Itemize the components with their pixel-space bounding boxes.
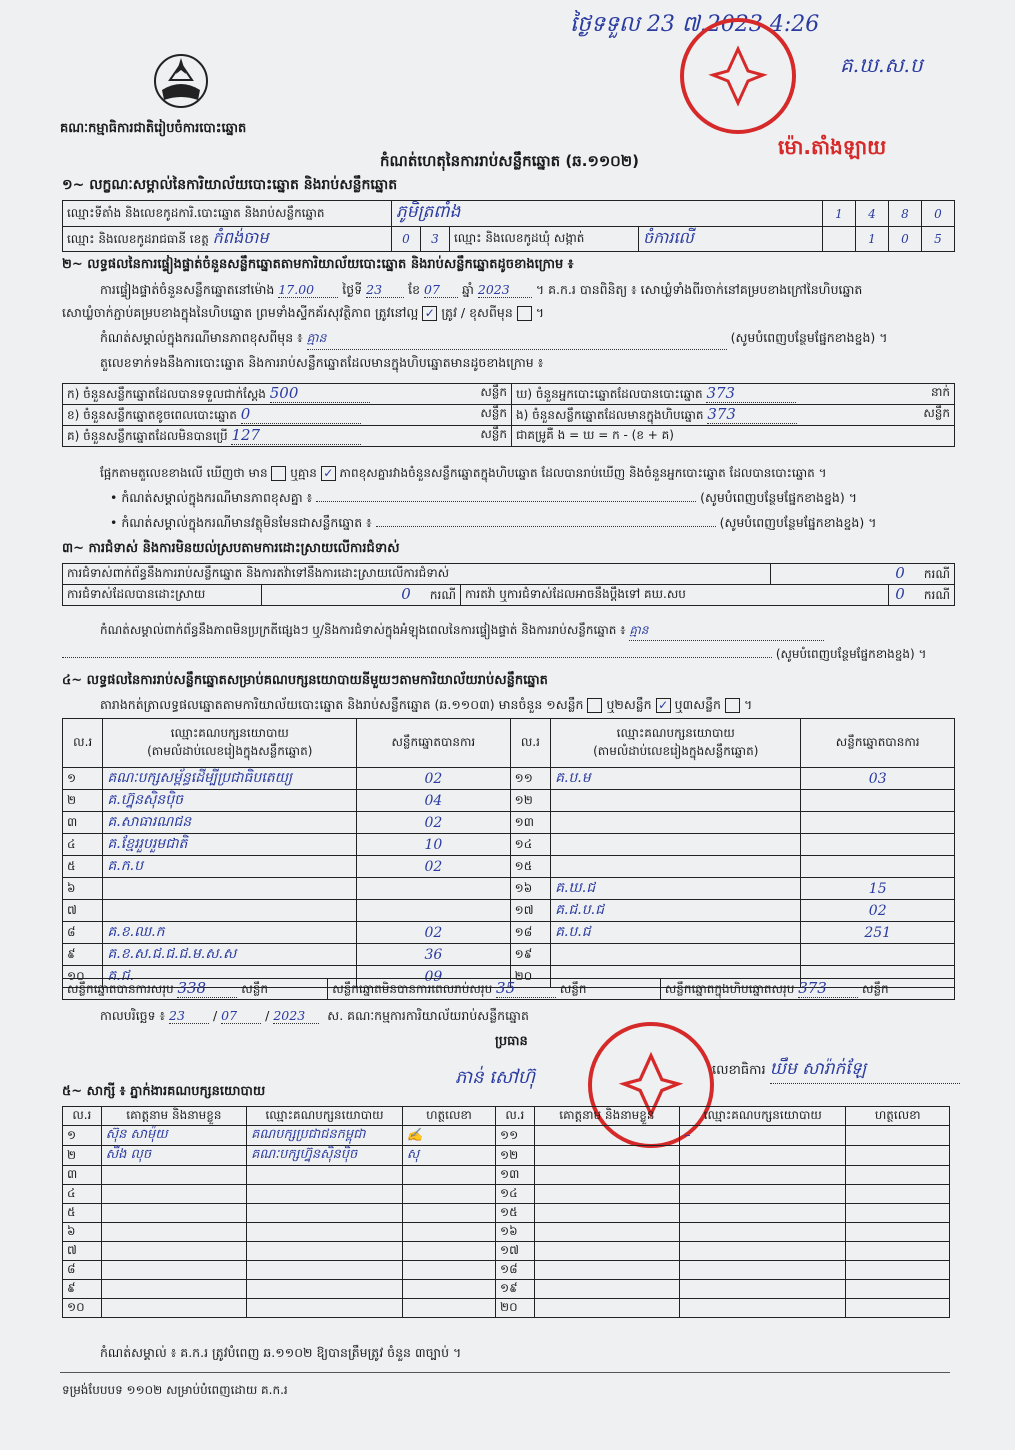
code-digit: 8 (889, 201, 922, 227)
witness-name (534, 1185, 679, 1204)
party-name: គ.ហ្វ៊ុនស៊ិនប៉ិច (103, 790, 357, 812)
row-no: ១៤ (496, 1185, 535, 1204)
object-note: • កំណត់សម្គាល់ក្នុងករណីមានវត្ថុមិនមែនជាសន្លឹកឆ្នោត ៖ (សូមបំពេញបន្ថែមផ្នែកខាងខ្នង) ។ (110, 515, 877, 530)
row-no: ១ (63, 768, 103, 790)
table-row (63, 856, 955, 878)
chair-label: ប្រធាន (495, 1034, 528, 1049)
resolved-value: 0 ករណី (262, 585, 461, 606)
total-box: សន្លឹកឆ្នោតក្នុងហិបឆ្នោតសរុប 373 សន្លឹក (660, 979, 954, 1000)
vote-count: 251 (801, 922, 955, 944)
row-no: ១៦ (510, 878, 550, 900)
appeal-value: 0 ករណី (889, 585, 955, 606)
witness-party (247, 1280, 403, 1299)
diff-note: • កំណត់សម្គាល់ក្នុងករណីមានភាពខុសគ្នា ៖ (សូមបំពេញបន្ថែមផ្នែកខាងខ្នង) ។ (110, 490, 857, 505)
vote-count (801, 790, 955, 812)
change-note-value: គ្មាន (307, 330, 727, 350)
totals-table (62, 978, 955, 1000)
table-row (63, 768, 955, 790)
figure-gh-value: 373 (706, 384, 796, 403)
province-digit: 3 (421, 227, 450, 252)
row-no: ១២ (510, 790, 550, 812)
col-party: ឈ្មោះគណបក្សនយោបាយ (តាមលំដាប់លេខរៀងក្នុងសន្លឹកឆ្នោត) (551, 719, 801, 768)
figure-ng: ង) ចំនួនសន្លឹកឆ្នោតដែលមានក្នុងហិបឆ្នោត 373 សន្លឹក (512, 405, 955, 426)
witness-party (680, 1242, 846, 1261)
witness-signature (846, 1299, 950, 1318)
row-no: ១៣ (496, 1166, 535, 1185)
party-name: គណៈបក្សសម្ព័ន្ធដើម្បីប្រជាធិបតេយ្យ (103, 768, 357, 790)
form-code: ទម្រង់បែបបទ ១១០២ សម្រាប់បំពេញដោយ គ.ក.រ (62, 1383, 288, 1397)
witness-signature (402, 1299, 495, 1318)
committee-name: គណៈកម្មាធិការជាតិរៀបចំការបោះឆ្នោត (60, 121, 247, 136)
change-note-line: កំណត់សម្គាល់ក្នុងករណីមានភាពខុសពីមុន ៖ គ្មាន (សូមបំពេញបន្ថែមផ្នែកខាងខ្នង) ។ (100, 330, 887, 350)
witness-name (101, 1204, 246, 1223)
party-name: គ.ខ.ស.ជ.ជ.ជ.ម.ស.ស (103, 944, 357, 966)
witness-party (680, 1166, 846, 1185)
result-sheets-line: តារាងកត់ត្រាលទ្ធផលឆ្នោតតាមការិយាល័យបោះឆ្នោត និងរាប់សន្លឹកឆ្នោត (ឆ.១១០៣) មានចំនួន ១សន្លឹក ឬ២សន្លឹក ✓ ឬ៣សន្លឹក ។ (100, 697, 753, 712)
row-no: ១៦ (496, 1223, 535, 1242)
witness-signature (846, 1126, 950, 1146)
table-row (63, 1166, 950, 1185)
code-digit: 0 (922, 201, 955, 227)
diff-no-checkbox[interactable]: ✓ (321, 466, 336, 481)
party-name: គ.ក.ប (103, 856, 357, 878)
province-digit: 0 (392, 227, 421, 252)
table-row (63, 1223, 950, 1242)
table-row (63, 834, 955, 856)
time-value: 17.00 (278, 282, 338, 298)
witness-signature (846, 1146, 950, 1166)
vote-count: 36 (357, 944, 511, 966)
witness-name (534, 1146, 679, 1166)
row-no: ១៧ (510, 900, 550, 922)
section5-title: ៥~ សាក្សី ៖ ភ្នាក់ងារគណបក្សនយោបាយ (62, 1084, 266, 1099)
witness-party (680, 1146, 846, 1166)
figure-g: គ) ចំនួនសន្លឹកឆ្នោតដែលមិនបានប្រើ 127 សន្លឹក (63, 426, 512, 447)
witness-signature (846, 1223, 950, 1242)
seal-line: សោឃ្លំចាក់ភ្ជាប់គម្របខាងក្នុងនៃហិបឆ្នោត ព្រមទាំងស្ទីកគ័រសុវត្ថិភាព ត្រូវនៅល្អ ✓ ត្រូវ / ខុសពីមុន ។ (62, 305, 544, 320)
commune-value: ចំការលើ (639, 227, 823, 252)
witness-party (247, 1223, 403, 1242)
row-no: ៩ (63, 1280, 102, 1299)
witness-signature (402, 1166, 495, 1185)
witness-name (534, 1223, 679, 1242)
vote-count (801, 834, 955, 856)
party-name: គ.សាធារណជន (103, 812, 357, 834)
table-row (63, 812, 955, 834)
row-no: ១៧ (496, 1242, 535, 1261)
secretary-signature: ឃឹម សារ៉ាក់ឡែ (770, 1058, 960, 1084)
figure-g-value: 127 (231, 426, 361, 445)
witness-name (534, 1166, 679, 1185)
witness-party (247, 1185, 403, 1204)
row-no: ១១ (496, 1126, 535, 1146)
witness-party (247, 1261, 403, 1280)
location-value: ភូមិត្រពាំង (392, 201, 823, 227)
vote-count: 02 (357, 812, 511, 834)
row-no: ១៨ (510, 922, 550, 944)
party-name (551, 834, 801, 856)
table-row (63, 878, 955, 900)
witness-name (101, 1242, 246, 1261)
section1-table (62, 200, 955, 252)
vote-count: 04 (357, 790, 511, 812)
figure-k: ក) ចំនួនសន្លឹកឆ្នោតដែលបានទទួលជាក់ស្តែង 500 សន្លឹក (63, 384, 512, 405)
code-digit: 4 (856, 201, 889, 227)
formula: ជាគម្រូគឺ ង = ឃ = ក - (ខ + គ) (512, 426, 955, 447)
witness-signature (846, 1261, 950, 1280)
vote-count (357, 878, 511, 900)
row-no: ៤ (63, 834, 103, 856)
row-no: ២០ (510, 966, 550, 988)
two-sheet-checkbox[interactable]: ✓ (656, 698, 671, 713)
witness-party (680, 1185, 846, 1204)
witness-party: គណៈបក្សហ្វ៊ុនស៊ិនប៉ិច (247, 1146, 403, 1166)
commune-digit: 5 (922, 227, 955, 252)
code-digit: 1 (823, 201, 856, 227)
row-no: ២ (63, 1146, 102, 1166)
diff-yes-checkbox[interactable] (271, 466, 286, 481)
section4-title: ៤~ លទ្ធផលនៃការរាប់សន្លឹកឆ្នោតសម្រាប់គណបក្សនយោបាយនីមួយៗតាមការិយាល័យរាប់សន្លឹកឆ្នោត (62, 673, 548, 688)
row-no: ៧ (63, 1242, 102, 1261)
section1-title: ១~ លក្ខណៈសម្គាល់នៃការិយាល័យបោះឆ្នោត និងរាប់សន្លឹកឆ្នោត (62, 177, 398, 193)
witness-party (247, 1242, 403, 1261)
province-label: ឈ្មោះ និងលេខកូដរាជធានី ខេត្ត កំពង់ចាម (63, 227, 392, 252)
received-note: ថ្ងៃទទួល 23 ៧.2023 4:26 (570, 12, 820, 37)
row-no: ៦ (63, 878, 103, 900)
vote-count: 03 (801, 768, 955, 790)
witness-party (247, 1204, 403, 1223)
witness-party (247, 1166, 403, 1185)
figure-k-value: 500 (270, 384, 370, 403)
witness-signature (846, 1242, 950, 1261)
witness-signature (402, 1185, 495, 1204)
complaints-table (62, 563, 955, 606)
figures-table (62, 383, 955, 447)
vote-count: 15 (801, 878, 955, 900)
verification-line: ការផ្ទៀងផ្ទាត់ចំនួនសន្លឹកឆ្នោតនៅម៉ោង 17.00 ថ្ងៃទី 23 ខែ 07 ឆ្នាំ 2023 ។ គ.ក.រ បានពិនិត្យ ៖ សោឃ្លំទាំងពីរចាក់នៅគម្របខាងក្រៅនៃហិបឆ្នោត (100, 282, 863, 297)
figure-kh: ខ) ចំនួនសន្លឹកឆ្នោតខូចពេលបោះឆ្នោត 0 សន្លឹក (63, 405, 512, 426)
witness-name (101, 1185, 246, 1204)
row-no: ៣ (63, 1166, 102, 1185)
table-row (63, 1242, 950, 1261)
row-no: ៤ (63, 1185, 102, 1204)
row-no: ៨ (63, 1261, 102, 1280)
witness-name (101, 1166, 246, 1185)
party-name (551, 790, 801, 812)
row-no: ៩ (63, 944, 103, 966)
appeal-label: ការតវ៉ា ឬការជំទាស់ដែលអាចនឹងប្តឹងទៅ គឃ.សប (461, 585, 889, 606)
vote-count (801, 944, 955, 966)
footnote: កំណត់សម្គាល់ ៖ គ.ក.រ ត្រូវបំពេញ ឆ.១១០២ ឱ្យបានត្រឹមត្រូវ ចំនួន ៣ច្បាប់ ។ (100, 1345, 462, 1360)
vote-count: 09 (357, 966, 511, 988)
table-row (63, 1204, 950, 1223)
witness-name (101, 1280, 246, 1299)
witness-party (247, 1299, 403, 1318)
total-valid: សន្លឹកឆ្នោតបានការសរុប 338 សន្លឹក (63, 979, 328, 1000)
figure-kh-value: 0 (241, 405, 361, 424)
row-no: ៦ (63, 1223, 102, 1242)
witness-name (534, 1126, 679, 1146)
vote-count (801, 856, 955, 878)
witness-signature (402, 1242, 495, 1261)
table-row (63, 1280, 950, 1299)
secretary-line: លេខាធិការ ឃឹម សារ៉ាក់ឡែ (712, 1058, 960, 1084)
complaints-label: ការជំទាស់ពាក់ព័ន្ធនឹងការរាប់សន្លឹកឆ្នោត និងការតវ៉ាទៅនឹងការដោះស្រាយលើការជំទាស់ (63, 564, 771, 585)
row-no: ១២ (496, 1146, 535, 1166)
diff-check-line: ផ្អែកតាមតួលេខខាងលើ ឃើញថា មាន ឬគ្មាន ✓ ភាពខុសគ្នារវាងចំនួនសន្លឹកឆ្នោតក្នុងហិបឆ្នោត ដែលបានរាប់ឃើញ និងចំនួនអ្នកបោះឆ្នោត ដែលបានបោះឆ្នោត ។ (100, 466, 827, 480)
figures-intro: តួលេខទាក់ទងនឹងការបោះឆ្នោត និងការរាប់សន្លឹកឆ្នោតដែលមានក្នុងហិបឆ្នោតមានដូចខាងក្រោម ៖ (100, 355, 544, 370)
row-no: ១១ (510, 768, 550, 790)
row-no: ៥ (63, 856, 103, 878)
witness-name (534, 1299, 679, 1318)
witness-party: គណបក្សប្រជាជនកម្ពុជា (247, 1126, 403, 1146)
row-no: ១៩ (510, 944, 550, 966)
vote-count: 10 (357, 834, 511, 856)
witness-signature: សុ (402, 1146, 495, 1166)
party-name (551, 856, 801, 878)
witness-name: សឹង លុច (101, 1146, 246, 1166)
ok-label: ត្រូវ (441, 305, 457, 320)
witness-party (680, 1204, 846, 1223)
witness-signature (846, 1166, 950, 1185)
party-name (103, 878, 357, 900)
party-name: គ.ប.ម (551, 768, 801, 790)
row-no: ១៩ (496, 1280, 535, 1299)
col-party: ឈ្មោះគណបក្សនយោបាយ (តាមលំដាប់លេខរៀងក្នុងសន្លឹកឆ្នោត) (103, 719, 357, 768)
witness-party: – (680, 1126, 846, 1146)
changed-checkbox[interactable] (517, 306, 532, 321)
table-row (63, 1185, 950, 1204)
row-no: ២ (63, 790, 103, 812)
section2-title: ២~ លទ្ធផលនៃការផ្ទៀងផ្ទាត់ចំនួនសន្លឹកឆ្នោតតាមការិយាល័យបោះឆ្នោត និងរាប់សន្លឹកឆ្នោតដូចខាងក្រោម ៖ (62, 257, 574, 272)
witness-signature (402, 1204, 495, 1223)
witness-signature (402, 1223, 495, 1242)
row-no: ១ (63, 1126, 102, 1146)
party-name: គ.ខ្មែររួបរួមជាតិ (103, 834, 357, 856)
vote-count (801, 812, 955, 834)
row-no: ១០ (63, 966, 103, 988)
witness-name (534, 1242, 679, 1261)
table-row (63, 1299, 950, 1318)
vote-count: 02 (357, 768, 511, 790)
party-name: គ.ឃ.ជ (551, 878, 801, 900)
changed-label: ខុសពីមុន (469, 305, 513, 320)
row-no: ៧ (63, 900, 103, 922)
party-name (103, 900, 357, 922)
row-no: ២០ (496, 1299, 535, 1318)
official-stamp-top (680, 18, 796, 134)
witness-party (680, 1261, 846, 1280)
party-name (551, 812, 801, 834)
witness-party (680, 1280, 846, 1299)
witness-signature: ✍ (402, 1126, 495, 1146)
party-name: គ.ជ.ប.ជ (551, 900, 801, 922)
table-row (63, 790, 955, 812)
row-no: ១៤ (510, 834, 550, 856)
vote-count: 02 (357, 856, 511, 878)
province-value: កំពង់ចាម (212, 228, 269, 247)
col-no: ល.រ (63, 719, 103, 768)
witness-party (680, 1223, 846, 1242)
witness-table: ល.រ គោត្តនាម និងនាមខ្លួន ឈ្មោះគណបក្សនយោបាយ ហត្ថលេខា ល.រ គោត្តនាម និងនាមខ្លួន ឈ្មោះគណបក្សនយោបាយ ហត្ថលេខា ១ ស៊ុន សាម៉ុយ គណបក្សប្រជាជនកម្ពុជា ✍ ១១ – ២ សឹង លុច គណៈបក្សហ្វ៊ុនស៊ិនប៉ិច សុ ១២ ៣ ១៣ ៤ ១៤ ៥ ១៥ ៦ ១៦ ៧ ១៧ ៨ ១៨ ៩ ១៩ ១០ ២០ (62, 1106, 950, 1318)
one-sheet-checkbox[interactable] (587, 698, 602, 713)
row-no: ១៥ (510, 856, 550, 878)
witness-signature (846, 1185, 950, 1204)
table-row (63, 900, 955, 922)
date-line: កាលបរិច្ឆេទ ៖ 23 / 07 / 2023 ស. គណៈកម្មការការិយាល័យរាប់សន្លឹកឆ្នោត (100, 1008, 529, 1023)
complaints-value: 0 ករណី (770, 564, 954, 585)
vote-count (357, 900, 511, 922)
irregularity-note-2: (សូមបំពេញបន្ថែមផ្នែកខាងខ្នង) ។ (62, 646, 955, 664)
witness-signature (402, 1261, 495, 1280)
witness-name (534, 1280, 679, 1299)
commune-digit: 0 (889, 227, 922, 252)
total-invalid: សន្លឹកឆ្នោតមិនបានការពេលរាប់សរុប 35 សន្លឹក (328, 979, 661, 1000)
table-row (63, 944, 955, 966)
chair-signature: ភាន់ សៅហ៊ុ (455, 1067, 535, 1088)
col-votes: សន្លឹកឆ្នោតបានការ (801, 719, 955, 768)
location-label: ឈ្មោះទីតាំង និងលេខកូដការិ.បោះឆ្នោត និងរាប់សន្លឹកឆ្នោត (63, 201, 392, 227)
stamp-note: ម៉ោ.តាំងឡាយ (778, 135, 887, 159)
row-no: ៨ (63, 922, 103, 944)
table-row (63, 922, 955, 944)
year-value: 2023 (478, 282, 532, 298)
witness-signature (846, 1204, 950, 1223)
vote-count: 02 (801, 900, 955, 922)
row-no: ១០ (63, 1299, 102, 1318)
table-row (63, 1126, 950, 1146)
party-name: គ.ប.ជ (551, 922, 801, 944)
table-row (63, 1261, 950, 1280)
party-name: គ.ជ. (103, 966, 357, 988)
section3-title: ៣~ ការជំទាស់ និងការមិនយល់ស្របតាមការដោះស្រាយលើការជំទាស់ (62, 541, 400, 556)
vote-count: 02 (357, 922, 511, 944)
witness-name (534, 1204, 679, 1223)
col-no: ល.រ (510, 719, 550, 768)
row-no: ១៣ (510, 812, 550, 834)
month-value: 07 (424, 282, 458, 298)
national-emblem-icon (150, 50, 212, 112)
witness-name (101, 1223, 246, 1242)
commune-label: ឈ្មោះ និងលេខកូដឃុំ សង្កាត់ (450, 227, 639, 252)
figure-gh: ឃ) ចំនួនអ្នកបោះឆ្នោតដែលបានបោះឆ្នោត 373 នាក់ (512, 384, 955, 405)
witness-signature (402, 1280, 495, 1299)
witness-party (680, 1299, 846, 1318)
table-row (63, 1146, 950, 1166)
row-no: ៣ (63, 812, 103, 834)
col-votes: សន្លឹកឆ្នោតបានការ (357, 719, 511, 768)
row-no: ៥ (63, 1204, 102, 1223)
row-no: ១៨ (496, 1261, 535, 1280)
witness-name: ស៊ុន សាម៉ុយ (101, 1126, 246, 1146)
ok-checkbox[interactable]: ✓ (422, 306, 437, 321)
witness-signature (846, 1280, 950, 1299)
results-table (62, 718, 955, 988)
three-sheet-checkbox[interactable] (725, 698, 740, 713)
witness-name (101, 1261, 246, 1280)
day-value: 23 (366, 282, 404, 298)
party-name: គ.ខ.ឈ.ក (103, 922, 357, 944)
irregularity-value: គ្មាន (629, 622, 824, 641)
irregularity-note: កំណត់សម្គាល់ពាក់ព័ន្ធនឹងភាពមិនប្រក្រតីផ្សេងៗ ឬ/និងការជំទាស់ក្នុងអំឡុងពេលនៃការផ្ទៀងផ្ទាត់ និងការរាប់សន្លឹកឆ្នោត ៖ គ្មាន (100, 622, 824, 641)
witness-name (534, 1261, 679, 1280)
party-name (551, 944, 801, 966)
row-no: ១៥ (496, 1204, 535, 1223)
witness-name (101, 1299, 246, 1318)
resolved-label: ការជំទាស់ដែលបានដោះស្រាយ (63, 585, 262, 606)
received-note-2: គ.ឃ.ស.ប (840, 53, 923, 77)
commune-digit: 1 (856, 227, 889, 252)
figure-ng-value: 373 (707, 405, 797, 424)
form-title: កំណត់ហេតុនៃការរាប់សន្លឹកឆ្នោត (ឆ.១១០២) (380, 152, 640, 170)
